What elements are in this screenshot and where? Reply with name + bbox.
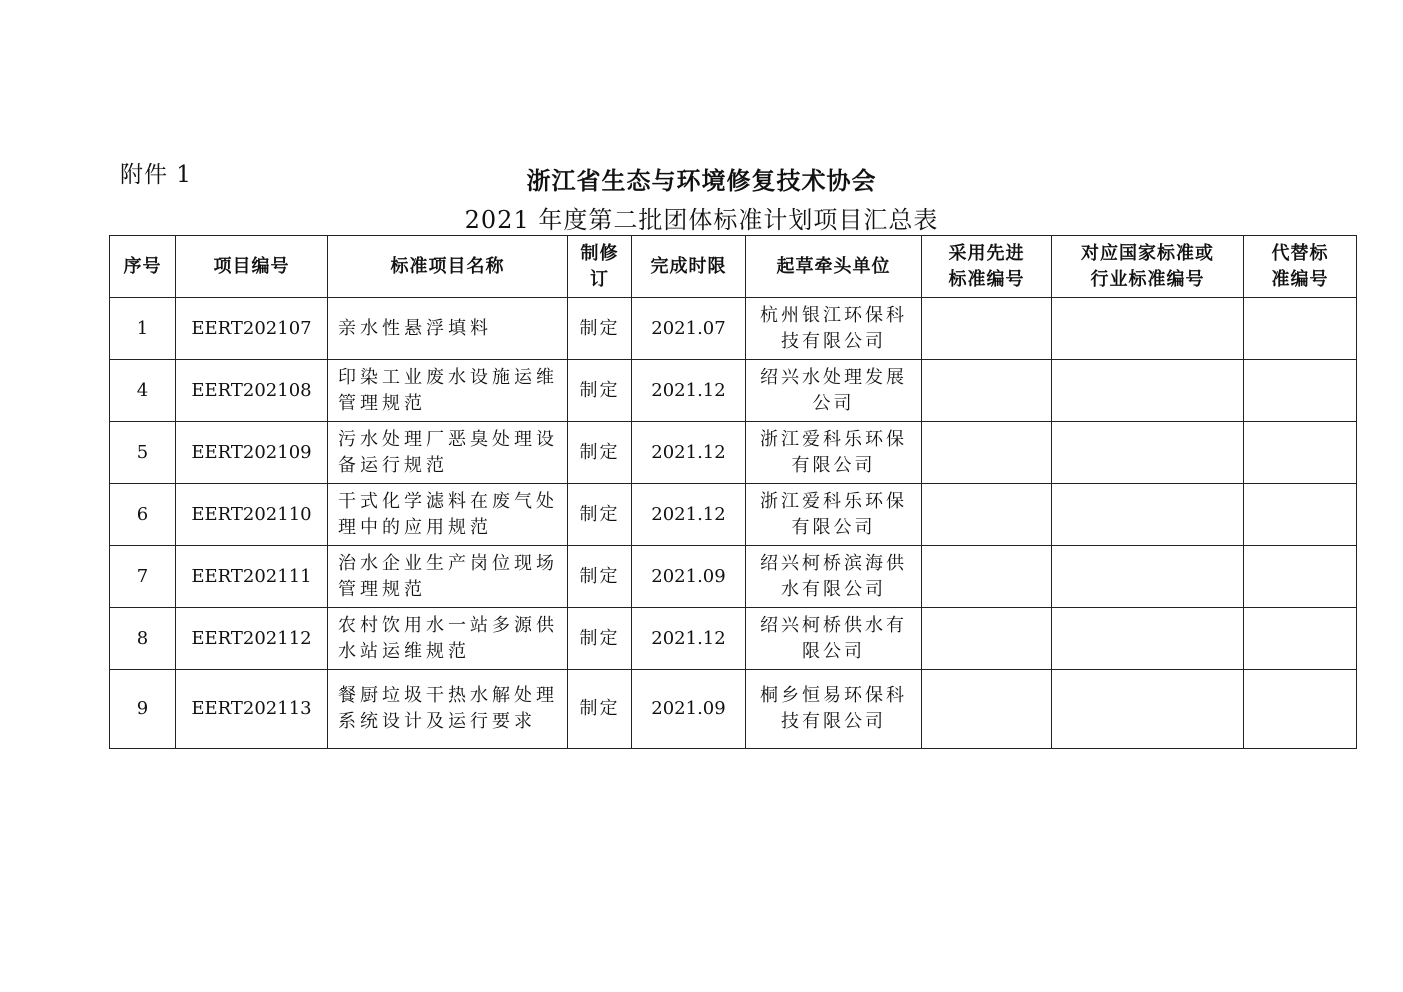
cell-unit: 绍兴柯桥供水有限公司 bbox=[746, 608, 922, 670]
cell-revision: 制定 bbox=[568, 298, 632, 360]
table-row bbox=[110, 546, 1357, 608]
table-row bbox=[110, 670, 1357, 749]
cell-name: 污水处理厂恶臭处理设备运行规范 bbox=[328, 422, 568, 484]
table-row bbox=[110, 360, 1357, 422]
cell-unit: 绍兴水处理发展公司 bbox=[746, 360, 922, 422]
cell-code: EERT202111 bbox=[176, 546, 328, 608]
cell-replaced bbox=[1244, 608, 1357, 670]
cell-deadline: 2021.12 bbox=[632, 608, 746, 670]
cell-national bbox=[1052, 546, 1244, 608]
cell-replaced bbox=[1244, 484, 1357, 546]
header-name: 标准项目名称 bbox=[328, 236, 568, 298]
header-seq: 序号 bbox=[110, 236, 176, 298]
header-national: 对应国家标准或行业标准编号 bbox=[1052, 236, 1244, 298]
cell-national bbox=[1052, 298, 1244, 360]
cell-revision: 制定 bbox=[568, 484, 632, 546]
header-code: 项目编号 bbox=[176, 236, 328, 298]
cell-seq: 5 bbox=[110, 422, 176, 484]
cell-deadline: 2021.07 bbox=[632, 298, 746, 360]
cell-national bbox=[1052, 422, 1244, 484]
cell-adopted bbox=[922, 360, 1052, 422]
table-header-row bbox=[110, 236, 1357, 298]
cell-name: 农村饮用水一站多源供水站运维规范 bbox=[328, 608, 568, 670]
cell-adopted bbox=[922, 608, 1052, 670]
cell-name: 印染工业废水设施运维管理规范 bbox=[328, 360, 568, 422]
header-revision: 制修订 bbox=[568, 236, 632, 298]
cell-code: EERT202112 bbox=[176, 608, 328, 670]
cell-replaced bbox=[1244, 298, 1357, 360]
cell-replaced bbox=[1244, 670, 1357, 749]
cell-unit: 杭州银江环保科技有限公司 bbox=[746, 298, 922, 360]
cell-code: EERT202109 bbox=[176, 422, 328, 484]
cell-code: EERT202107 bbox=[176, 298, 328, 360]
cell-national bbox=[1052, 360, 1244, 422]
cell-deadline: 2021.12 bbox=[632, 422, 746, 484]
cell-adopted bbox=[922, 484, 1052, 546]
table-body bbox=[110, 298, 1357, 749]
cell-code: EERT202113 bbox=[176, 670, 328, 749]
attachment-label: 附件 1 bbox=[120, 162, 192, 188]
cell-replaced bbox=[1244, 360, 1357, 422]
cell-national bbox=[1052, 484, 1244, 546]
header-adopted: 采用先进标准编号 bbox=[922, 236, 1052, 298]
table-row bbox=[110, 422, 1357, 484]
cell-deadline: 2021.12 bbox=[632, 484, 746, 546]
cell-replaced bbox=[1244, 546, 1357, 608]
cell-deadline: 2021.12 bbox=[632, 360, 746, 422]
cell-revision: 制定 bbox=[568, 360, 632, 422]
cell-seq: 1 bbox=[110, 298, 176, 360]
table-row bbox=[110, 484, 1357, 546]
cell-unit: 桐乡恒易环保科技有限公司 bbox=[746, 670, 922, 749]
cell-adopted bbox=[922, 546, 1052, 608]
cell-unit: 绍兴柯桥滨海供水有限公司 bbox=[746, 546, 922, 608]
header-deadline: 完成时限 bbox=[632, 236, 746, 298]
cell-name: 治水企业生产岗位现场管理规范 bbox=[328, 546, 568, 608]
document-title: 浙江省生态与环境修复技术协会 bbox=[526, 166, 877, 195]
table-row bbox=[110, 608, 1357, 670]
cell-revision: 制定 bbox=[568, 670, 632, 749]
header-unit: 起草牵头单位 bbox=[746, 236, 922, 298]
cell-code: EERT202108 bbox=[176, 360, 328, 422]
cell-adopted bbox=[922, 298, 1052, 360]
cell-national bbox=[1052, 670, 1244, 749]
cell-name: 餐厨垃圾干热水解处理系统设计及运行要求 bbox=[328, 670, 568, 749]
cell-adopted bbox=[922, 670, 1052, 749]
cell-name: 亲水性悬浮填料 bbox=[328, 298, 568, 360]
cell-revision: 制定 bbox=[568, 546, 632, 608]
cell-deadline: 2021.09 bbox=[632, 670, 746, 749]
cell-national bbox=[1052, 608, 1244, 670]
cell-revision: 制定 bbox=[568, 422, 632, 484]
document-subtitle: 2021 年度第二批团体标准计划项目汇总表 bbox=[464, 206, 939, 234]
standards-plan-table bbox=[109, 235, 1357, 749]
cell-revision: 制定 bbox=[568, 608, 632, 670]
cell-seq: 9 bbox=[110, 670, 176, 749]
cell-seq: 7 bbox=[110, 546, 176, 608]
cell-adopted bbox=[922, 422, 1052, 484]
cell-unit: 浙江爱科乐环保有限公司 bbox=[746, 484, 922, 546]
cell-seq: 4 bbox=[110, 360, 176, 422]
cell-replaced bbox=[1244, 422, 1357, 484]
cell-seq: 6 bbox=[110, 484, 176, 546]
table-row bbox=[110, 298, 1357, 360]
cell-deadline: 2021.09 bbox=[632, 546, 746, 608]
cell-unit: 浙江爱科乐环保有限公司 bbox=[746, 422, 922, 484]
header-replaced: 代替标准编号 bbox=[1244, 236, 1357, 298]
cell-seq: 8 bbox=[110, 608, 176, 670]
cell-name: 干式化学滤料在废气处理中的应用规范 bbox=[328, 484, 568, 546]
cell-code: EERT202110 bbox=[176, 484, 328, 546]
